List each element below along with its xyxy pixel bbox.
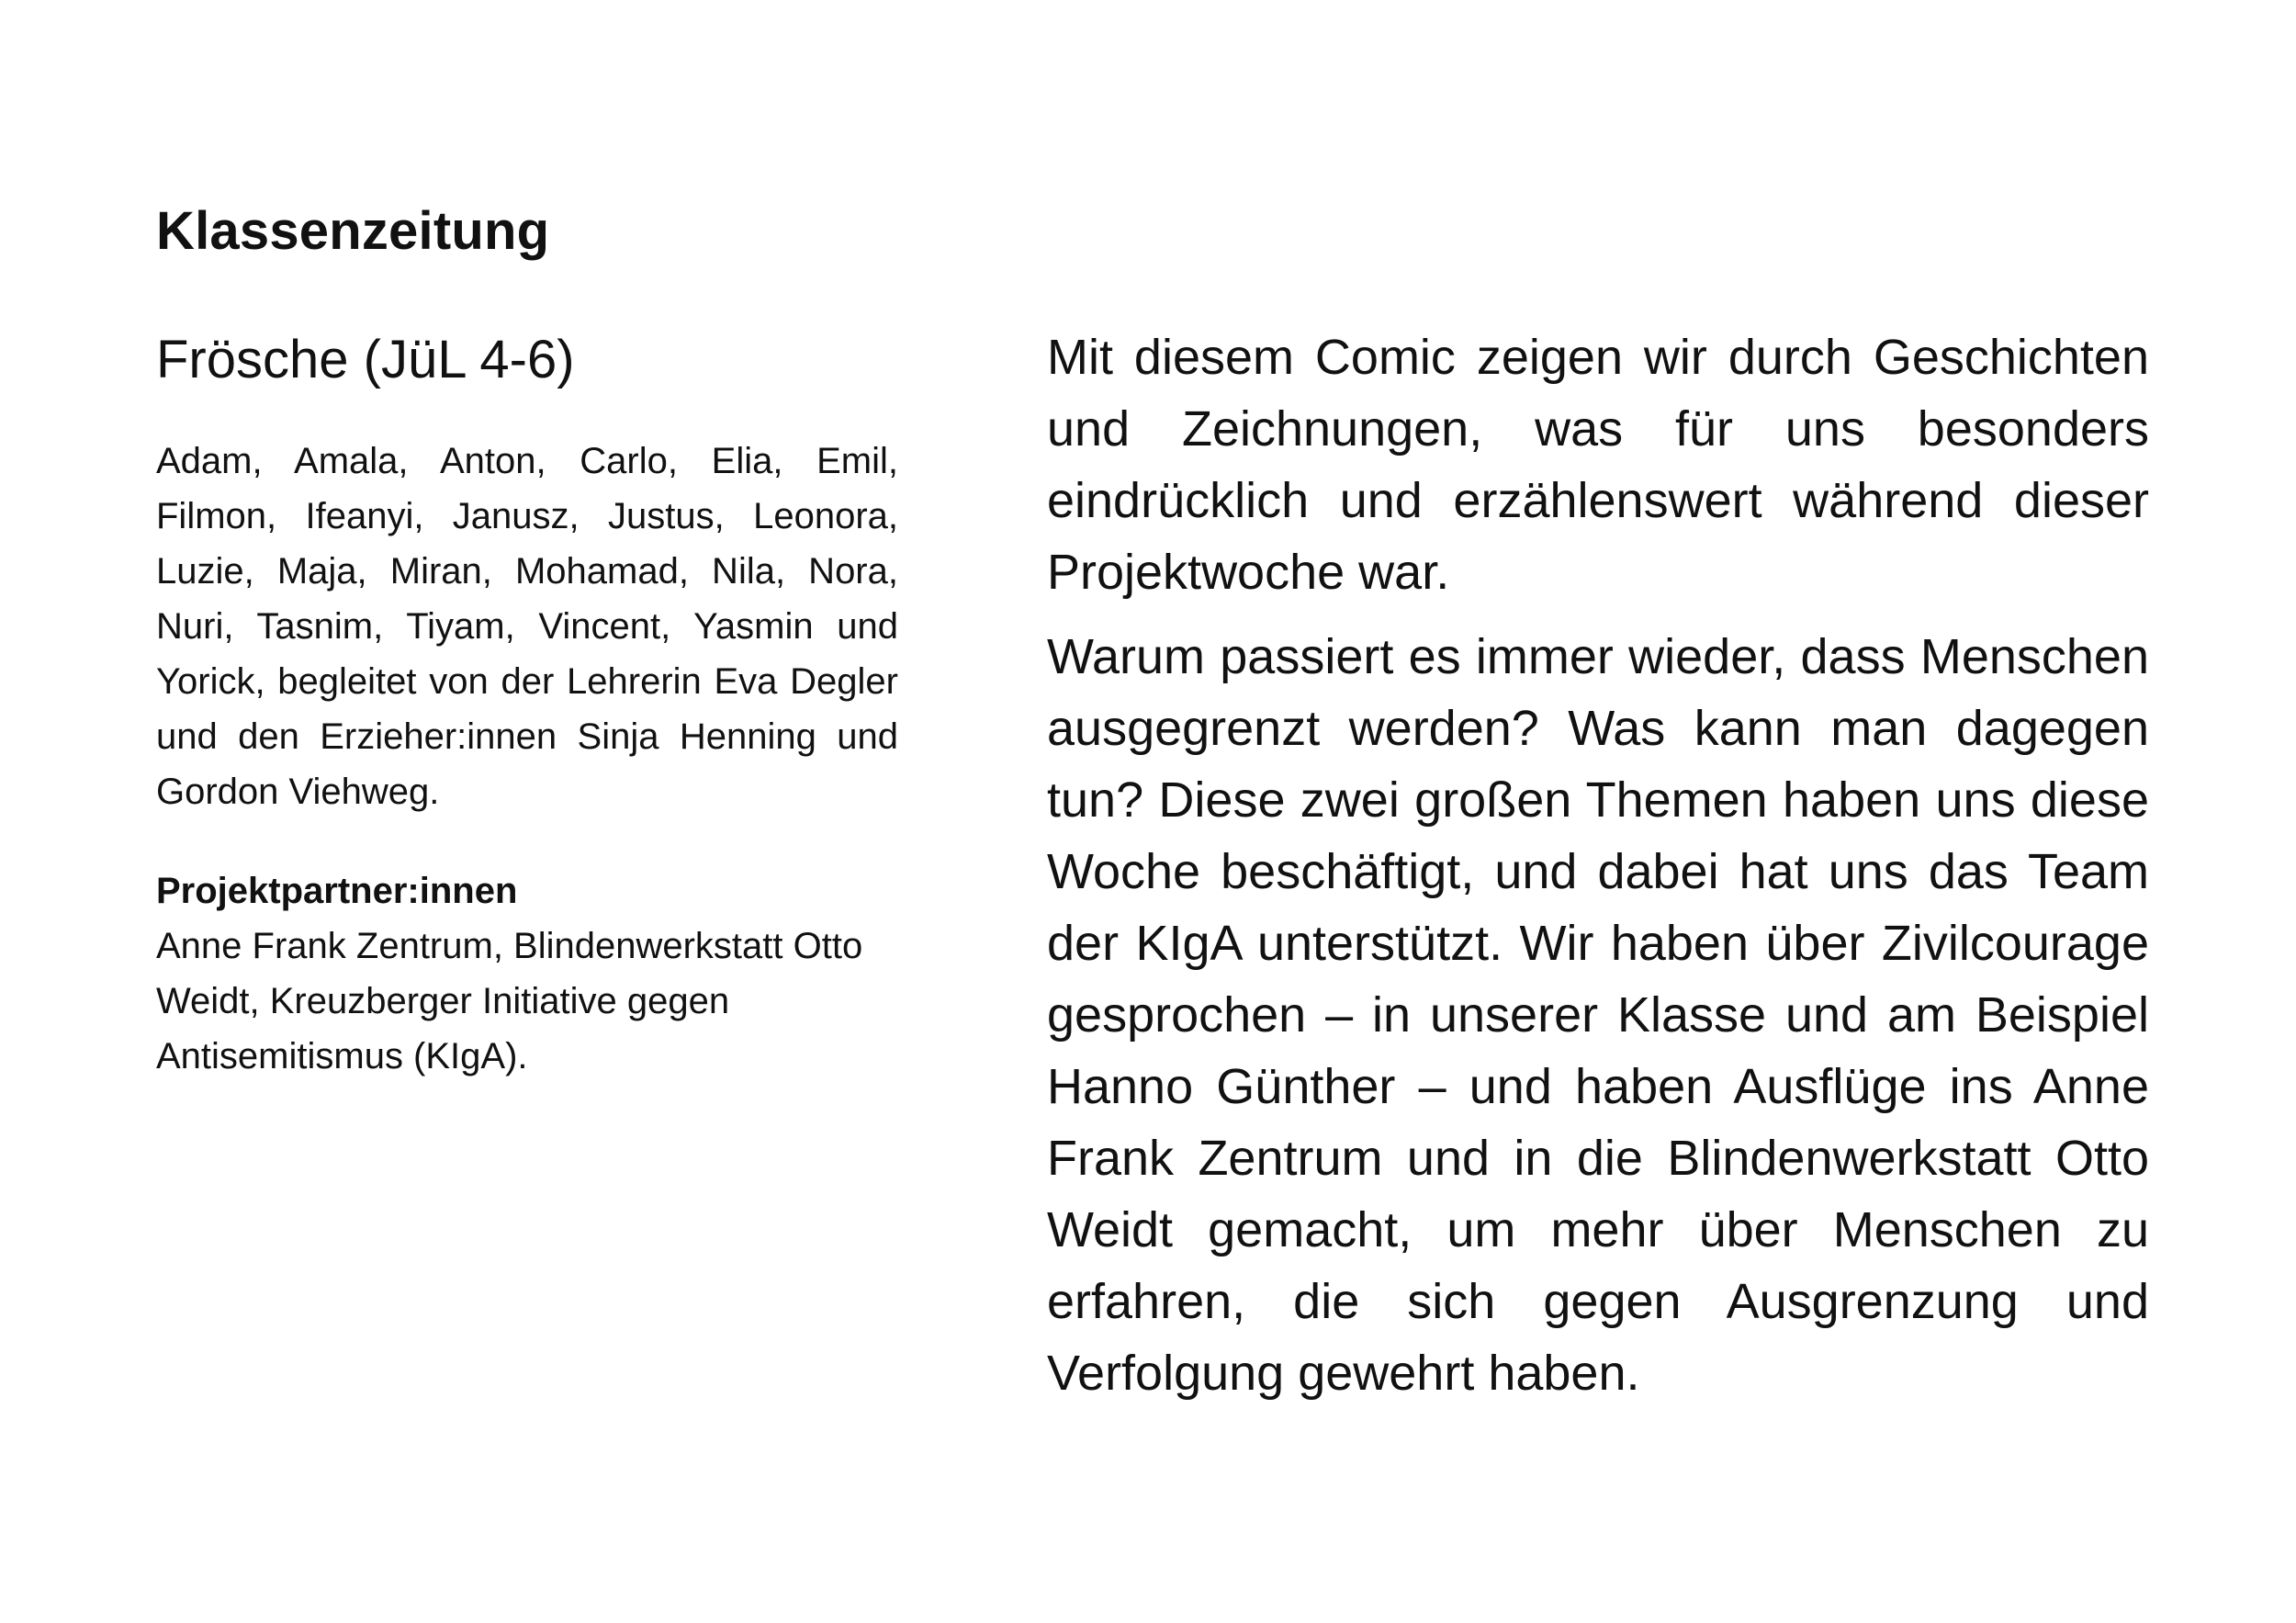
page-title: Klassenzeitung — [156, 201, 550, 261]
partners-heading: Projektpartner:innen — [156, 871, 518, 911]
class-info-column — [156, 323, 898, 1084]
members-list: Adam, Amala, Anton, Carlo, Elia, Emil, Filmon, Ifeanyi, Janusz, Justus, Leonora, Luzie, Maja, Miran, Mohamad, Nila, Nora, Nuri, Tasnim, Tiyam, Vincent, Yasmin und Yorick, begleitet von der Lehrerin Eva Degler und den Erzieher:innen Sinja Henning und Gordon Viehweg. — [156, 441, 898, 812]
intro-text-column — [1047, 321, 2149, 1409]
intro-paragraph-2: Warum passiert es immer wieder, dass Menschen ausgegrenzt werden? Was kann man dagegen tun? Diese zwei großen Themen haben uns diese Woche beschäftigt, und dabei hat uns das Team der KIgA unterstützt. Wir haben über Zivilcourage gesprochen – in unserer Klasse und am Beispiel Hanno Günther – und haben Ausflüge ins Anne Frank Zentrum und in die Blindenwerkstatt Otto Weidt gemacht, um mehr über Menschen zu erfahren, die sich gegen Ausgrenzung und Verfolgung gewehrt haben. — [1047, 629, 2149, 1401]
class-name-heading: Frösche (JüL 4-6) — [156, 330, 575, 389]
intro-paragraph-1: Mit diesem Comic zeigen wir durch Geschichten und Zeichnungen, was für uns besonders eindrücklich und erzählenswert während dieser Projektwoche war. — [1047, 330, 2149, 600]
partners-text: Anne Frank Zentrum, Blindenwerkstatt Otto Weidt, Kreuzberger Initiative gegen Antisemitismus (KIgA). — [156, 926, 863, 1076]
